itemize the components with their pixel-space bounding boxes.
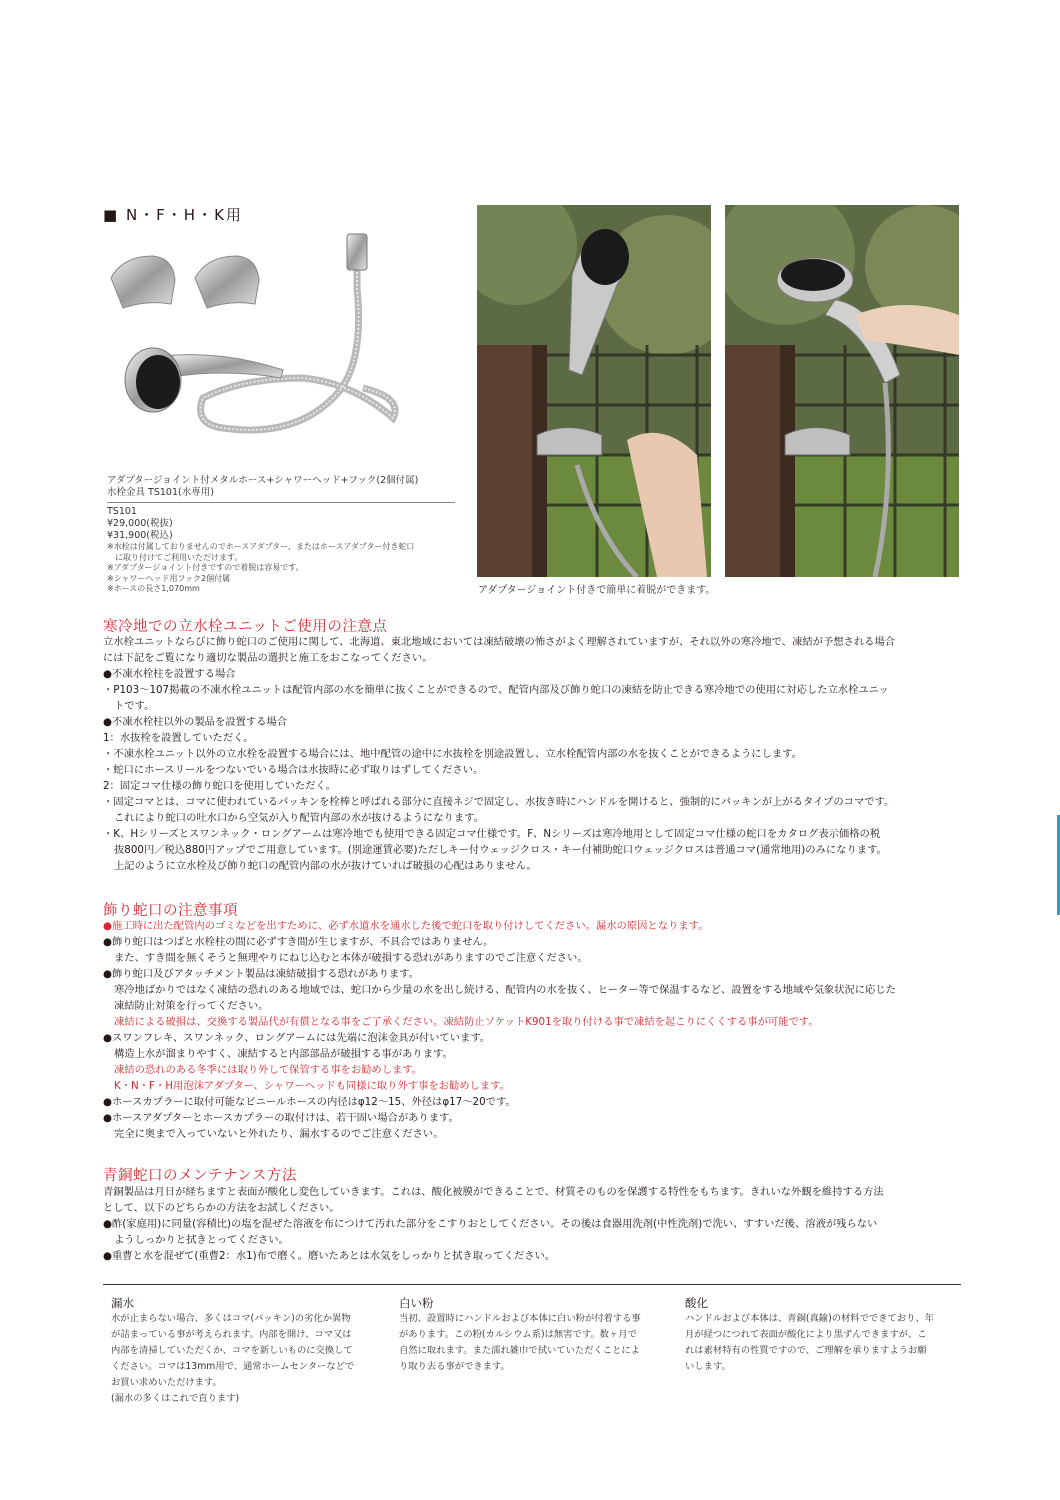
body-line: 立水栓ユニットならびに飾り蛇口のご使用に関して、北海道、東北地域においては凍結破壊の怖さがよく理解されていますが、それ以外の寒冷地で、凍結が予想される場合 — [103, 636, 896, 648]
product-caption — [107, 475, 455, 595]
body-line: 抜800円／税込880円アップでご用意しています。(別途運賃必要)ただしキー付ウェッジクロス・キー付補助蛇口ウェッジクロスは普通コマ(通常地用)のみになります。 — [114, 844, 887, 856]
column-line: り取り去る事ができます。 — [399, 1361, 510, 1372]
column-white-powder — [399, 1295, 667, 1375]
body-line: ●不凍水栓柱以外の製品を設置する場合 — [103, 716, 288, 728]
product-name: 水栓金具 TS101(水専用) — [107, 487, 214, 498]
body-line: ●不凍水栓柱を設置する場合 — [103, 668, 236, 680]
column-line: れは素材特有の性質ですので、ご理解を承りますようお願 — [685, 1345, 927, 1356]
body-line: ようしっかりと拭きとってください。 — [114, 1234, 289, 1246]
cold-region-heading: 寒冷地での立水栓ユニットご使用の注意点 — [103, 619, 388, 635]
column-oxidation — [685, 1295, 953, 1375]
product-description: アダプタージョイント付メタルホース+シャワーヘッド+フック(2個付属) — [107, 475, 419, 486]
body-line: 凍結防止対策を行ってください。 — [114, 1000, 269, 1012]
body-line: ・K、Hシリーズとスワンネック・ロングアームは寒冷地でも使用できる固定コマ仕様です。F、Nシリーズは寒冷地用として固定コマ仕様の蛇口をカタログ表示価格の税 — [103, 828, 881, 840]
body-line: ●ホースカプラーに取付可能なビニールホースの内径はφ12〜15、外径はφ17〜20です。 — [103, 1096, 516, 1108]
hook-1 — [111, 256, 175, 308]
column-water-leak — [111, 1295, 379, 1407]
body-line: ・蛇口にホースリールをつないでいる場合は水抜時に必ず取りはずしてください。 — [103, 764, 484, 776]
column-line: があります。この粉(カルシウム系)は無害です。数ヶ月で — [399, 1329, 637, 1340]
body-line: として、以下のどちらかの方法をお試しください。 — [103, 1202, 340, 1214]
column-title: 漏水 — [111, 1296, 134, 1310]
column-title: 白い粉 — [399, 1296, 434, 1310]
body-line: ・固定コマとは、コマに使われているパッキンを栓棒と呼ばれる部分に直接ネジで固定し、水抜き時にハンドルを開けると、強制的にパッキンが上がるタイプのコマです。 — [103, 796, 895, 808]
body-line: 1：水抜栓を設置していただく。 — [103, 732, 254, 744]
product-notes — [107, 542, 455, 595]
section-label: ■ N・F・H・K用 — [103, 206, 243, 224]
caption-rule — [107, 502, 455, 503]
body-line: ●施工時に出た配管内のゴミなどを出すために、必ず水道水を通水した後で蛇口を取り付けしてください。漏水の原因となります。 — [103, 920, 709, 932]
note-line: に取り付けてご利用いただけます。 — [107, 552, 243, 562]
body-line: ・不凍水栓ユニット以外の立水栓を設置する場合には、地中配管の途中に水抜栓を別途設置し、立水栓配管内部の水を抜くことができるようにします。 — [103, 748, 802, 760]
body-line: 2：固定コマ仕様の飾り蛇口を使用していただく。 — [103, 780, 336, 792]
note-line: ※ホースの長さ1,070mm — [107, 584, 200, 593]
note-line: ※アダプタージョイント付きですので着脱は容易です。 — [107, 563, 304, 572]
body-line: 凍結の恐れのある冬季には取り外して保管する事をお勧めします。 — [114, 1064, 423, 1076]
column-line: お買い求めいただけます。 — [111, 1377, 222, 1388]
body-line: トです。 — [114, 700, 155, 712]
body-line: 上記のように立水栓及び飾り蛇口の配管内部の水が抜けていれば破損の心配はありません。 — [114, 860, 537, 872]
column-line: ください。コマは13mm用で、通常ホームセンターなどで — [111, 1361, 355, 1372]
column-line: 当初、設置時にハンドルおよび本体に白い粉が付着する事 — [399, 1313, 641, 1324]
body-line: 青銅製品は月日が経ちますと表面が酸化し変色していきます。これは、酸化被膜ができることで、材質そのものを保護する特性をもちます。きれいな外観を維持する方法 — [103, 1186, 884, 1198]
body-line: には下記をご覧になり適切な製品の選択と施工をおこなってください。 — [103, 652, 433, 664]
bronze-maintenance-heading: 青銅蛇口のメンテナンス方法 — [103, 1168, 297, 1184]
column-line: いします。 — [685, 1361, 731, 1372]
column-line: が詰まっている事が考えられます。内部を開け、コマ又は — [111, 1329, 352, 1340]
body-line: K・N・F・H用泡沫アダプター、シャワーヘッドも同様に取り外す事をお勧めします。 — [114, 1080, 510, 1092]
product-photo — [103, 228, 458, 468]
bronze-maintenance-body — [103, 1184, 965, 1264]
body-line: ・P103〜107掲載の不凍水栓ユニットは配管内部の水を簡単に抜くことができるので、配管内部及び飾り蛇口の凍結を防止できる寒冷地での使用に対応した立水栓ユニッ — [103, 684, 889, 696]
hose-adapter — [347, 234, 367, 270]
body-line: 構造上水が溜まりやすく、凍結すると内部部品が破損する事があります。 — [114, 1048, 453, 1060]
product-code: TS101 — [107, 506, 137, 517]
faucet-notes-body — [103, 918, 965, 1142]
usage-photo-hand — [725, 205, 959, 577]
hook-2 — [195, 256, 259, 308]
footer-rule — [103, 1284, 961, 1285]
cold-region-body — [103, 634, 965, 874]
column-line: 月が経つにつれて表面が酸化により黒ずんできますが、こ — [685, 1329, 927, 1340]
price-incl-tax: ¥31,900(税込) — [107, 530, 173, 541]
body-line: ●酢(家庭用)に同量(容積比)の塩を混ぜた溶液を布につけて汚れた部分をこすりおとしてください。その後は食器用洗剤(中性洗剤)で洗い、すすいだ後、溶液が残らない — [103, 1218, 878, 1230]
note-line: ※シャワーヘッド用フック2個付属 — [107, 573, 231, 583]
column-line: ハンドルおよび本体は、青銅(真鍮)の材料でできており、年 — [685, 1313, 934, 1324]
body-line: また、すき間を無くそうと無理やりにねじ込むと本体が破損する恐れがありますのでご注意ください。 — [114, 952, 588, 964]
note-line: ※水栓は付属しておりませんのでホースアダプター、またはホースアダプター付き蛇口 — [107, 542, 415, 551]
body-line: ●重曹と水を混ぜて(重曹2：水1)布で磨く。磨いたあとは水気をしっかりと拭き取ってください。 — [103, 1250, 556, 1262]
body-line: 完全に奥まで入っていないと外れたり、漏水するのでご注意ください。 — [114, 1128, 444, 1140]
body-line: これにより蛇口の吐水口から空気が入り配管内部の水が抜けるようになります。 — [114, 812, 484, 824]
body-line: ●飾り蛇口及びアタッチメント製品は凍結破損する恐れがあります。 — [103, 968, 419, 980]
body-line: ●スワンフレキ、スワンネック、ロングアームには先端に泡沫金具が付いています。 — [103, 1032, 491, 1044]
body-line: 寒冷地ばかりではなく凍結の恐れのある地域では、蛇口から少量の水を出し続ける、配管内の水を抜く、ヒーター等で保温するなど、設置をする地域や気象状況に応じた — [114, 984, 896, 996]
body-line: ●ホースアダプターとホースカプラーの取付けは、若干固い場合があります。 — [103, 1112, 459, 1124]
photo-caption: アダプタージョイント付きで簡単に着脱ができます。 — [478, 585, 716, 596]
body-line: ●飾り蛇口はつばと水栓柱の間に必ずすき間が生じますが、不具合ではありません。 — [103, 936, 494, 948]
column-line: 水が止まらない場合、多くはコマ(パッキン)の劣化か異物 — [111, 1313, 351, 1324]
column-title: 酸化 — [685, 1296, 708, 1310]
price-excl-tax: ¥29,000(税抜) — [107, 518, 173, 529]
column-line: 自然に取れます。また濡れ雑巾で拭いていただくことによ — [399, 1345, 640, 1356]
body-line: 凍結による破損は、交換する製品代が有償となる事をご了承ください。凍結防止ソケットK901を取り付ける事で凍結を起こりにくくする事が可能です。 — [114, 1016, 819, 1028]
column-line: (漏水の多くはこれで直ります) — [111, 1393, 240, 1404]
column-line: 内部を清掃していただくか、コマを新しいものに交換して — [111, 1345, 353, 1356]
usage-photo-attach — [477, 205, 711, 577]
faucet-notes-heading: 飾り蛇口の注意事項 — [103, 903, 238, 919]
